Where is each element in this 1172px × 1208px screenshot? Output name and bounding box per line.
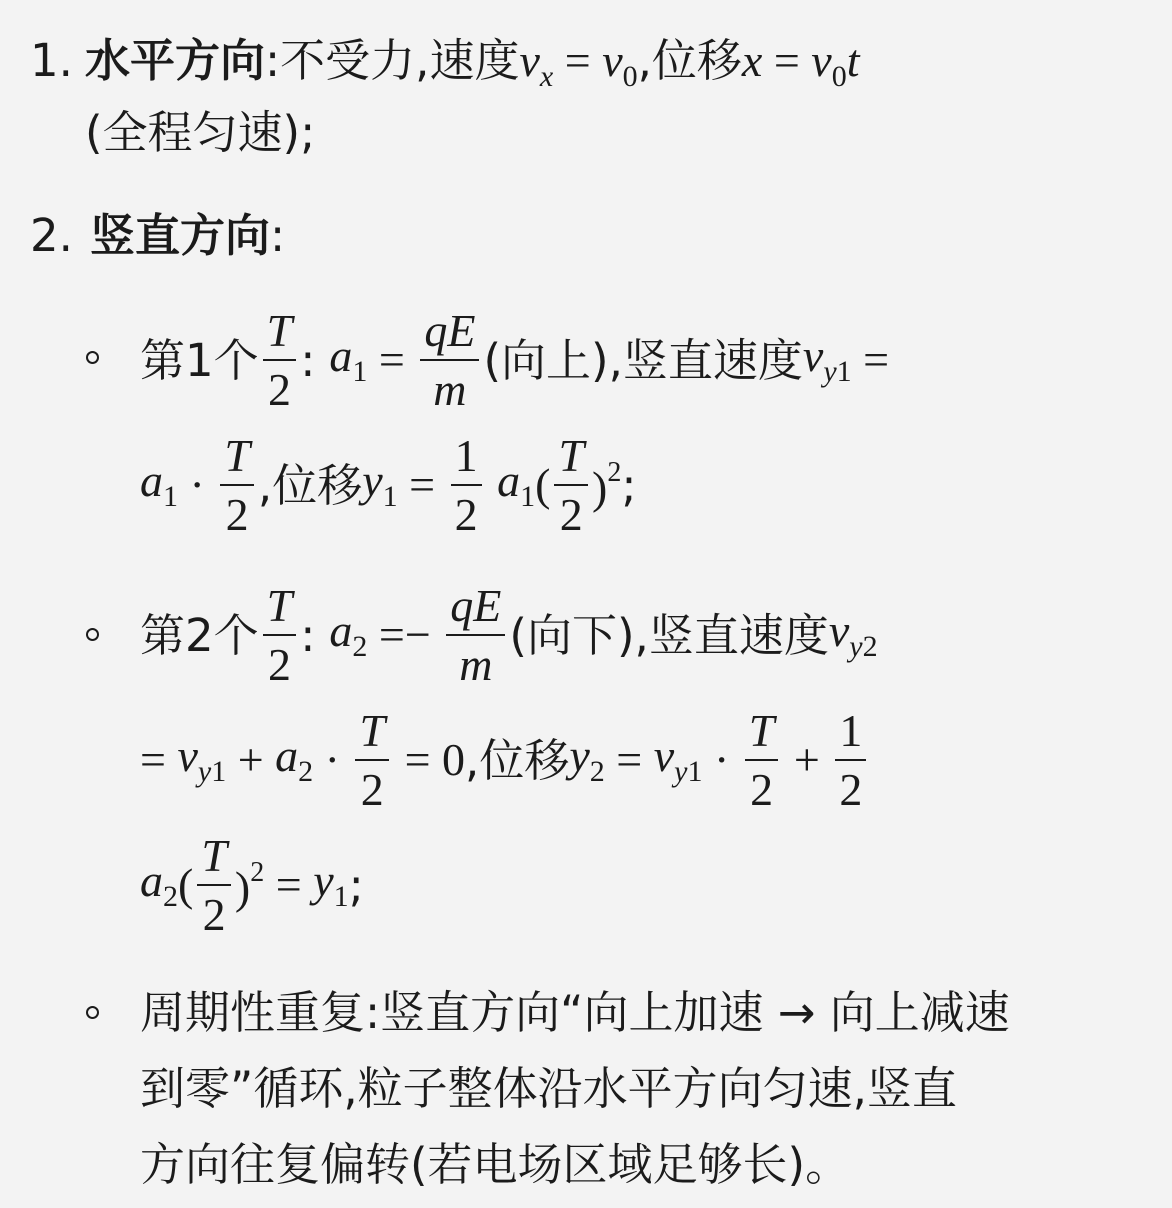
list-number: 2. bbox=[30, 209, 73, 262]
item1-title: 水平方向 bbox=[85, 34, 266, 87]
item1-continuation: (全程匀速); bbox=[85, 106, 316, 159]
math-x: x bbox=[741, 35, 763, 86]
bullet bbox=[86, 628, 99, 641]
sub1-line2: $a_1$ · $\frac{T}{2}$ ,位移 $y_1$ = $\frac{1}{2}$ $a_1$ ( $\frac{T}{2}$ )$^2$ ; bbox=[140, 429, 637, 540]
sub2-line3: $a_2$ ( $\frac{T}{2}$ )$^2$ = $y_1$ ; bbox=[140, 829, 364, 940]
fraction-qE-over-m: $\frac{qE}{m}$ bbox=[420, 302, 479, 419]
item1-text: :不受力,速度 bbox=[265, 34, 520, 87]
list-number: 1. bbox=[30, 34, 73, 87]
math-v0t: $v_0t$ bbox=[811, 35, 860, 93]
sub1-line1: 第1个 $\frac{T}{2}$ : $a_1$ = $\frac{qE}{m}$ (向上),竖直速度 $v_{y1}$ = bbox=[140, 300, 889, 420]
sub2-line1: 第2个 $\frac{T}{2}$ : $a_2$ =− $\frac{qE}{m}$ (向下),竖直速度 $v_{y2}$ bbox=[140, 579, 878, 690]
bullet bbox=[86, 1006, 99, 1019]
sub3-line2: 到零”循环,粒子整体沿水平方向匀速,竖直 bbox=[140, 1062, 957, 1115]
bullet bbox=[86, 351, 99, 364]
item1-text2: ,位移 bbox=[637, 34, 742, 87]
math-vx: $v_x$ bbox=[519, 35, 554, 93]
fraction-T-over-2: $\frac{T}{2}$ bbox=[263, 302, 297, 419]
sub3-line1: 周期性重复:竖直方向“向上加速 → 向上减速 bbox=[140, 986, 1010, 1039]
sub2-line2: = $v_{y1}$ + $a_2$ · $\frac{T}{2}$ = 0 ,位移 $y_2$ = $v_{y1}$ · $\frac{T}{2}$ + $\frac{1}{2}$ bbox=[140, 700, 870, 820]
math-v0: $v_0$ bbox=[602, 35, 638, 93]
item1-line: 水平方向:不受力,速度$v_x = v_0$,位移$x = v_0t$ bbox=[85, 34, 860, 93]
item2-title: 竖直方向: bbox=[90, 209, 286, 262]
sub3-line3: 方向往复偏转(若电场区域足够长)。 bbox=[140, 1138, 851, 1191]
